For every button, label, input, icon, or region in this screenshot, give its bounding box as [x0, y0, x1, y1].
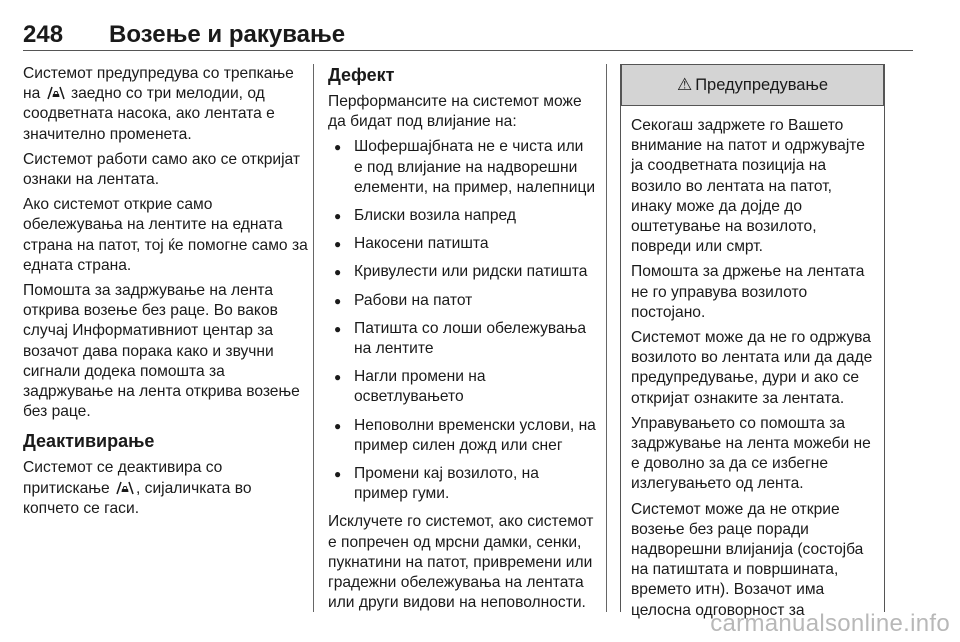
warning-paragraph: Управувањето со помошта за задржување на лента можеби не е доволно за да се избегне излегувањето од лента. — [631, 414, 871, 493]
list-item: ● Патишта со лоши обележувања на лентите — [328, 319, 596, 359]
paragraph-fault-intro: Перформансите на системот може да бидат под влијание на: — [328, 93, 582, 131]
list-item: ● Кривулести или ридски патишта — [328, 262, 596, 282]
list-item: ● Рабови на патот — [328, 291, 596, 311]
list-item: ● Шофершајбната не е чиста или е под влијание на надворешни елементи, на пример, налепници — [328, 137, 596, 198]
paragraph-switch-off: Исклучете го системот, ако системот е попречен од мрсни дамки, сенки, пукнатини на патот, привремени или градежни обележувања на лентата или други видови на неповолности. — [328, 513, 594, 612]
warning-title: Предупредување — [695, 75, 829, 94]
paragraph-one-side: Ако системот открие само обележувања на лентите на едната страна на патот, тој ќе помогне само за едната страна. — [23, 196, 308, 274]
text-fragment: Системот се деактивира со притискање — [23, 459, 223, 497]
paragraph-warning-description — [23, 64, 308, 145]
warning-box — [620, 64, 885, 619]
column-left — [23, 64, 308, 524]
chapter-title: Возење и ракување — [109, 21, 346, 48]
column-divider — [606, 64, 607, 612]
list-item: ● Неповолни временски услови, на пример силен дожд или снег — [328, 416, 596, 456]
watermark: carmanualsonline.info — [710, 610, 950, 637]
paragraph-hands-off: Помошта за задржување на лента открива возење без раце. Во ваков случај Информативниот центар за возачот дава порака како и звучни сигнали додека помошта за задржување на лента открива возење без раце. — [23, 282, 300, 421]
paragraph-operation: Системот работи само ако се откријат ознаки на лентата. — [23, 150, 301, 189]
page-header — [23, 21, 345, 49]
column-divider — [313, 64, 314, 612]
warning-triangle-icon: ⚠ — [676, 74, 693, 94]
warning-paragraph: Системот може да не го одржува возилото во лентата или да даде предупредување, дури и ако се откријат ознаките за лентата. — [631, 329, 873, 407]
list-item: ● Нагли промени на осветлувањето — [328, 367, 596, 407]
text-fragment: Системот предупредува со трепкање на — [23, 65, 294, 103]
column-middle — [328, 64, 596, 618]
list-item: ● Блиски возила напред — [328, 206, 596, 226]
warning-panel — [620, 64, 885, 619]
list-item: ● Накосени патишта — [328, 234, 596, 254]
header-divider — [23, 50, 913, 51]
heading-fault: Дефект — [328, 65, 395, 85]
lane-keep-assist-icon — [47, 86, 65, 100]
text-fragment: заедно со три мелодии, од соодветната насока, ако лентата е значително променета. — [23, 85, 275, 143]
text-fragment: , сијаличката во копчето се гаси. — [23, 479, 252, 517]
lane-keep-assist-icon — [116, 481, 134, 495]
warning-paragraph: Секогаш задржете го Вашето внимание на патот и одржувајте ја соодветната позиција на возило во лентата на патот, инаку може да дојде до оштетување на возилото, повреди или смрт. — [631, 117, 865, 256]
paragraph-deactivation — [23, 458, 308, 519]
warning-paragraph: Помошта за држење на лентата не го управува возилото постојано. — [631, 263, 865, 321]
warning-body — [621, 106, 884, 621]
list-item: ● Промени кај возилото, на пример гуми. — [328, 464, 596, 504]
warning-paragraph: Системот може да не открие возење без раце поради надворешни влијанија (состојба на патиштата и површината, времето итн). Возачот има целосна одговорност за — [631, 500, 864, 619]
warning-header — [621, 64, 884, 106]
page-number: 248 — [23, 21, 64, 48]
heading-deactivation: Деактивирање — [23, 431, 155, 452]
fault-conditions-list — [328, 137, 596, 504]
